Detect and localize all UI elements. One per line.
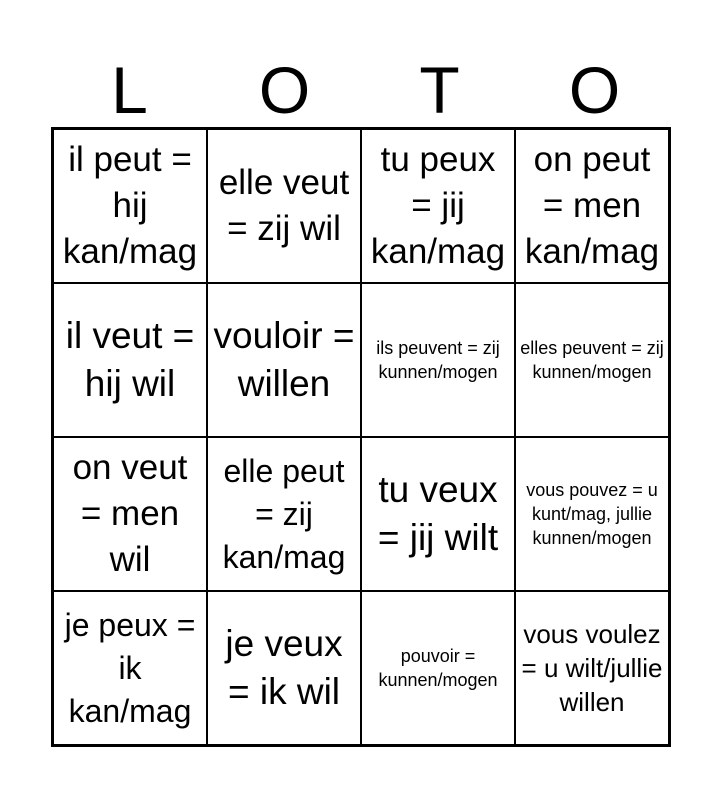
grid-cell[interactable] [53, 283, 207, 437]
cell-text: elle peut = zij kan/mag [222, 452, 346, 575]
cell-text: il veut = hij wil [65, 315, 195, 404]
title-letter-3: T [419, 53, 460, 127]
grid-cell[interactable] [207, 283, 361, 437]
grid-cell[interactable] [207, 437, 361, 591]
cell-text: tu veux = jij wilt [377, 469, 499, 558]
cell-text: vous voulez = u wilt/jullie willen [521, 619, 663, 717]
title-letter-4: O [568, 53, 621, 127]
cell-text: on veut = men wil [72, 448, 188, 579]
title-letter-2: O [258, 53, 311, 127]
grid-cell[interactable] [361, 437, 515, 591]
cell-text: elles peuvent = zij kunnen/mogen [520, 338, 664, 382]
cell-text: tu peux = jij kan/mag [370, 140, 506, 271]
cell-text: vous pouvez = u kunt/mag, jullie kunnen/mogen [526, 480, 658, 548]
cell-text: on peut = men kan/mag [524, 140, 660, 271]
grid-cell[interactable] [361, 129, 515, 283]
cell-text: ils peuvent = zij kunnen/mogen [376, 338, 500, 382]
grid-cell[interactable] [361, 283, 515, 437]
grid-cell[interactable] [361, 591, 515, 745]
card-title [52, 52, 672, 128]
cell-text: je peux = ik kan/mag [64, 606, 196, 729]
grid-cell[interactable] [207, 129, 361, 283]
cell-text: vouloir = willen [213, 315, 355, 404]
grid-cell[interactable] [53, 437, 207, 591]
cell-text: je veux = ik wil [225, 623, 343, 712]
title-letter-1: L [111, 53, 148, 127]
grid-cell[interactable] [515, 129, 669, 283]
grid-cell[interactable] [515, 437, 669, 591]
grid-cell[interactable] [53, 591, 207, 745]
grid-cell[interactable] [207, 591, 361, 745]
grid-cell[interactable] [515, 283, 669, 437]
grid-cell[interactable] [515, 591, 669, 745]
grid-cell[interactable] [53, 129, 207, 283]
bingo-grid [51, 127, 671, 747]
cell-text: pouvoir = kunnen/mogen [378, 646, 498, 690]
cell-text: il peut = hij kan/mag [62, 140, 198, 271]
cell-text: elle veut = zij wil [218, 163, 350, 248]
